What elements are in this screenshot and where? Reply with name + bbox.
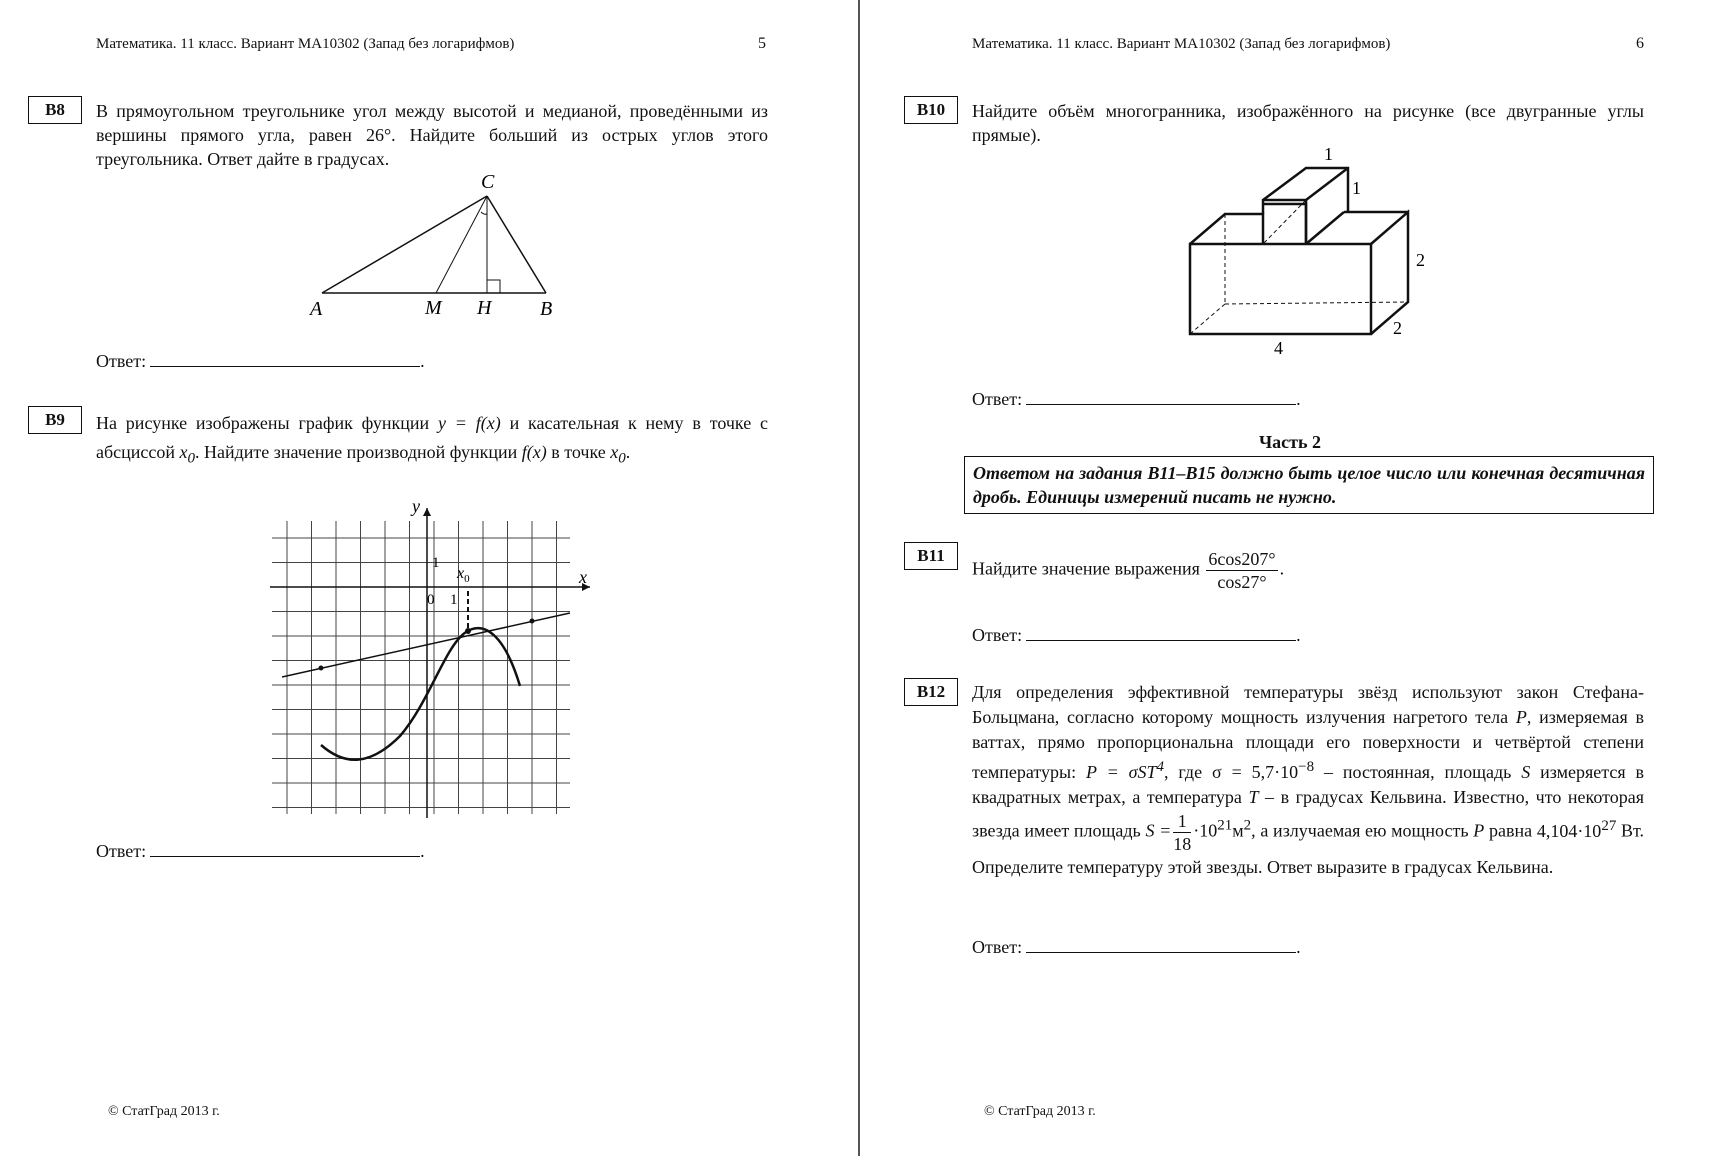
- answer-line[interactable]: [150, 838, 420, 857]
- dim-top: 1: [1324, 144, 1333, 164]
- x0-label: $x_0$: [457, 565, 470, 585]
- answer-line[interactable]: [150, 348, 420, 367]
- page-number: 6: [1636, 35, 1644, 52]
- answer-b8: Ответ: .: [96, 348, 425, 372]
- task-label-b9: B9: [28, 406, 82, 434]
- triangle-figure: [300, 166, 570, 322]
- vertex-c-label: C: [481, 171, 495, 193]
- task-label-b12: B12: [904, 678, 958, 706]
- function-graph: [270, 496, 600, 818]
- dim-side: 1: [1352, 178, 1361, 198]
- y-one-label: 1: [432, 555, 440, 571]
- vertex-b-label: B: [540, 298, 553, 320]
- footer: © СтатГрад 2013 г.: [984, 1104, 1096, 1119]
- task-text-b12: Для определения эффективной температуры звёзд используют закон Стефана-Больцмана, согласно которому мощность излучения нагретого тела P, измеряемая в ваттах, прямо пропорциональна площади его поверхности и четвёртой степени температуры: P = σST$^4$, где $\sigma = 5,7\cdot 10^{-8}$ – постоянная, площадь S измеряется в квадратных метрах, а температура T – в градусах Кельвина. Известно, что некоторая звезда имеет площадь S = $\frac{1}{18}$ $\cdot 10^{21}м^2$, а излучаемая ею мощность P равна $4,104\cdot 10^{27}$ Вт. Определите температуру этой звезды. Ответ выразите в градусах Кельвина.: [972, 682, 1645, 877]
- answer-line[interactable]: [1026, 386, 1296, 405]
- part2-title: Часть 2: [1258, 432, 1322, 452]
- answer-b12: Ответ: .: [972, 934, 1301, 958]
- task-text-b8: В прямоугольном треугольнике угол между высотой и медианой, проведёнными из вершины прямого угла, равен 26°. Найдите больший из острых углов этого треугольника. Ответ дайте в градусах.: [96, 101, 768, 169]
- page-number: 5: [758, 35, 766, 52]
- page-right: [860, 0, 1720, 1156]
- dim-width: 4: [1274, 338, 1283, 356]
- dim-depth: 2: [1393, 318, 1402, 338]
- point-m-label: M: [425, 297, 442, 319]
- dim-height: 2: [1416, 250, 1425, 270]
- point-h-label: H: [477, 297, 492, 319]
- page-header: Математика. 11 класс. Вариант МА10302 (Запад без логарифмов): [96, 36, 515, 52]
- task-text-b10: Найдите объём многогранника, изображённого на рисунке (все двугранные углы прямые).: [972, 101, 1644, 145]
- origin-label: 0: [427, 592, 435, 608]
- y-axis-label: y: [412, 496, 420, 516]
- answer-line[interactable]: [1026, 934, 1296, 953]
- footer: © СтатГрад 2013 г.: [108, 1104, 220, 1119]
- answer-b11: Ответ: .: [972, 622, 1301, 646]
- task-text-b11: Найдите значение выражения $\frac{6\cos 207^\circ}{\cos 27^\circ}$ .: [972, 549, 1285, 592]
- x-one-label: 1: [450, 592, 458, 608]
- page-left: [0, 0, 858, 1156]
- task-label-b10: B10: [904, 96, 958, 124]
- part2-note: Ответом на задания B11–B15 должно быть целое число или конечная десятичная дробь. Единицы измерений писать не нужно.: [964, 456, 1654, 514]
- polyhedron-figure: [1180, 144, 1440, 356]
- task-label-b8: B8: [28, 96, 82, 124]
- answer-b9: Ответ: .: [96, 838, 425, 862]
- answer-line[interactable]: [1026, 622, 1296, 641]
- x-axis-label: x: [579, 567, 587, 587]
- vertex-a-label: A: [310, 298, 323, 320]
- task-text-b9: На рисунке изображены график функции y = f(x) и касательная к нему в точке с абсциссой $x_0$. Найдите значение производной функции f(x) в точке $x_0$.: [96, 413, 769, 467]
- page-header: Математика. 11 класс. Вариант МА10302 (Запад без логарифмов): [972, 36, 1391, 52]
- task-label-b11: B11: [904, 542, 958, 570]
- answer-b10: Ответ: .: [972, 386, 1301, 410]
